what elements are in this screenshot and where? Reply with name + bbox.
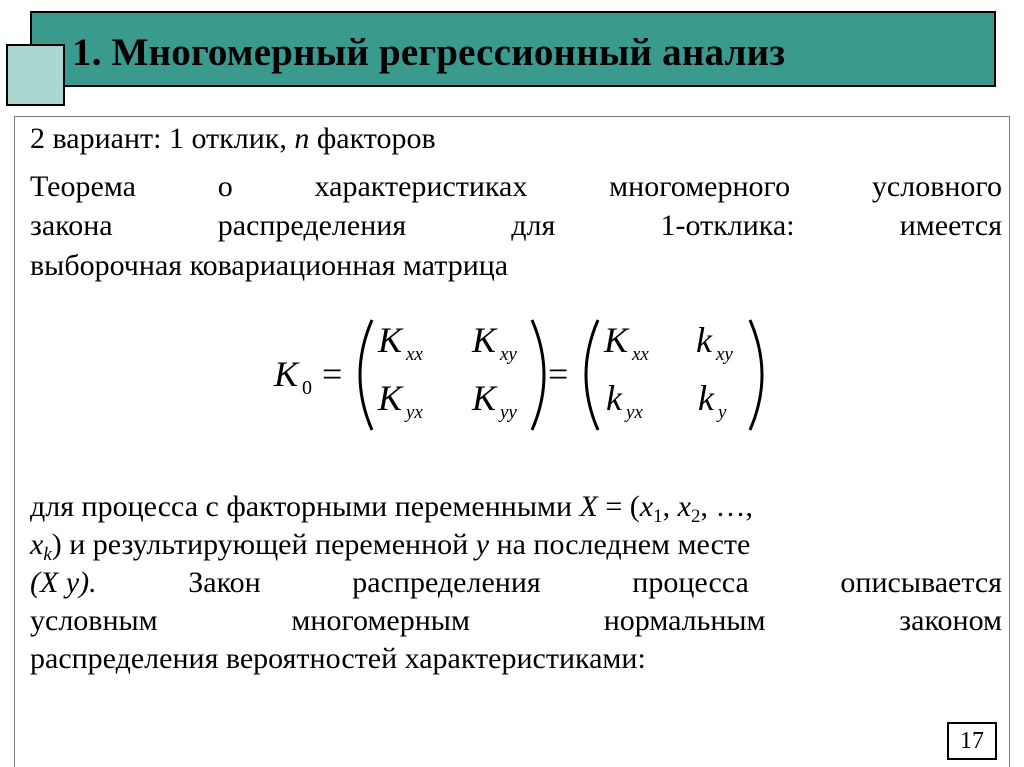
theorem-line-2 xyxy=(30,211,1002,241)
theorem-word: имеется xyxy=(899,209,1002,242)
process-line-3 xyxy=(30,568,1002,598)
process-word: законом xyxy=(899,604,1002,637)
matrix-entry-sub: xx xyxy=(406,344,423,365)
ellipsis: …, xyxy=(715,490,753,523)
process-word: распределения xyxy=(352,566,541,599)
formula-lhs: K xyxy=(274,354,299,394)
theorem-word: 1-отклика: xyxy=(660,209,795,242)
process-text: ) и результирующей переменной xyxy=(51,528,476,561)
matrix-entry-sub: xy xyxy=(500,344,517,365)
matrix-entry: K xyxy=(472,378,497,418)
theorem-word: о xyxy=(217,170,233,203)
process-word: многомерным xyxy=(291,604,470,637)
sub-2: 2 xyxy=(690,506,701,527)
sub-1: 1 xyxy=(653,506,663,527)
var-x1: x xyxy=(639,490,654,523)
variant-suffix: факторов xyxy=(309,122,436,155)
matrix-entry: K xyxy=(472,320,497,360)
theorem-word: Теорема xyxy=(30,170,136,203)
theorem-word: для xyxy=(511,209,556,242)
comma: , xyxy=(700,490,716,523)
process-text: на последнем месте xyxy=(489,528,751,561)
process-word: (X y). xyxy=(30,566,97,599)
theorem-word: многомерного xyxy=(609,170,791,203)
matrix-entry: K xyxy=(378,378,403,418)
matrix-entry-sub: y xyxy=(718,402,727,423)
theorem-word: закона xyxy=(30,209,113,242)
variant-line xyxy=(30,124,436,154)
left-matrix-open-paren xyxy=(360,320,372,430)
process-text: для процесса с факторными переменными xyxy=(30,490,580,523)
comma: , xyxy=(662,490,678,523)
process-word: Закон xyxy=(188,566,261,599)
theorem-line-3: выборочная ковариационная матрица xyxy=(30,249,509,282)
process-line-2 xyxy=(30,528,751,565)
var-x2: x xyxy=(677,490,691,523)
matrix-entry-sub: xy xyxy=(716,344,733,365)
title-corner-decoration xyxy=(6,44,65,106)
matrix-entry-sub: yx xyxy=(406,402,423,423)
slide-number: 17 xyxy=(947,722,997,760)
var-xk: x xyxy=(30,528,44,561)
process-word: процесса xyxy=(632,566,749,599)
matrix-entry-sub: yy xyxy=(500,402,517,423)
process-line-1 xyxy=(30,490,753,527)
formula-equals-1: = xyxy=(322,354,343,394)
var-y: y xyxy=(475,528,490,561)
matrix-entry: K xyxy=(604,320,629,360)
right-matrix-open-paren xyxy=(586,320,598,430)
covariance-matrix-formula xyxy=(260,312,780,438)
variant-prefix: 2 вариант: 1 отклик, xyxy=(30,122,295,155)
process-word: условным xyxy=(30,604,158,637)
process-word: нормальным xyxy=(603,604,766,637)
theorem-line-1 xyxy=(30,172,1002,202)
sub-k: k xyxy=(43,544,52,565)
process-line-4 xyxy=(30,606,1002,636)
theorem-word: характеристиках xyxy=(314,170,528,203)
slide-title: 1. Многомерный регрессионный анализ xyxy=(72,31,786,74)
right-matrix-close-paren xyxy=(750,320,762,430)
formula-equals-2: = xyxy=(548,354,569,394)
matrix-entry: k xyxy=(606,378,622,418)
theorem-word: условного xyxy=(871,170,1002,203)
matrix-entry: k xyxy=(696,320,712,360)
matrix-entry-sub: yx xyxy=(626,402,643,423)
process-text: = ( xyxy=(597,490,640,523)
variant-n: n xyxy=(294,122,310,155)
theorem-word: распределения xyxy=(217,209,407,242)
matrix-entry: k xyxy=(698,378,714,418)
matrix-entry: K xyxy=(378,320,403,360)
var-X: X xyxy=(579,490,598,523)
process-line-5: распределения вероятностей характеристиками: xyxy=(30,642,646,675)
matrix-entry-sub: xx xyxy=(632,344,649,365)
left-matrix-close-paren xyxy=(532,320,544,430)
process-word: описывается xyxy=(840,566,1002,599)
formula-lhs-sub: 0 xyxy=(302,377,312,399)
